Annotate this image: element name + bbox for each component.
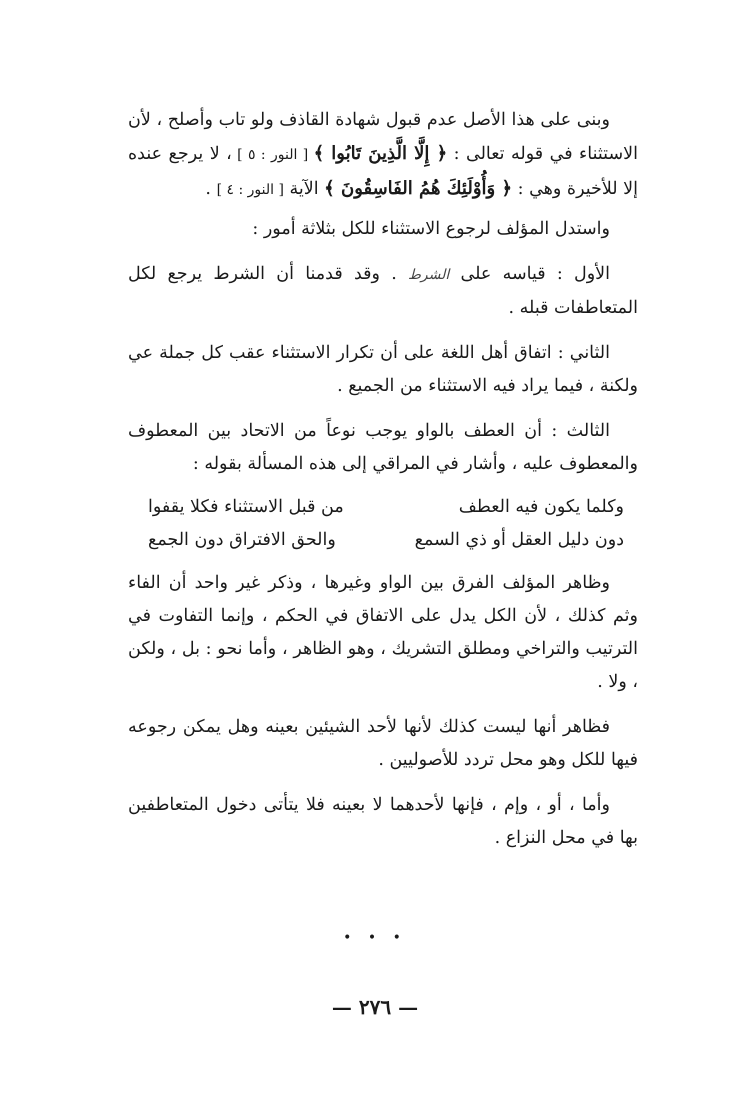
paragraph-3-text-b: . وقد قدمنا أن الشرط يرجع لكل المتعاطفات قبله . bbox=[128, 264, 638, 318]
verse-reference-1: [ النور : ٥ ] bbox=[231, 147, 314, 163]
poem-second-hemistich: من قبل الاستثناء فكلا يقفوا bbox=[148, 497, 344, 517]
paragraph-1-text-c: الآية bbox=[283, 179, 325, 199]
paragraph-2: واستدل المؤلف لرجوع الاستثناء للكل بثلاثة أمور : bbox=[252, 219, 610, 239]
poem-first-hemistich: وكلما يكون فيه العطف bbox=[458, 497, 624, 517]
paragraph-first-argument bbox=[128, 258, 638, 325]
paragraph-3-text-a: الأول : قياسه على bbox=[449, 264, 610, 284]
paragraph-1-text-a: وبنى على هذا الأصل عدم قبول شهادة القاذف ولو تاب وأصلح ، لأن الاستثناء في قوله تعالى : bbox=[128, 110, 638, 164]
quran-verse-1: ﴿ إِلَّا الَّذِينَ تَابُوا ﴾ bbox=[313, 143, 448, 164]
poem-line bbox=[128, 491, 638, 524]
poem-line bbox=[128, 524, 638, 557]
paragraph-7: فظاهر أنها ليست كذلك لأنها لأحد الشيئين بعينه وهل يمكن رجوعه فيها للكل وهو محل تردد للأصوليين . bbox=[128, 717, 638, 770]
paragraph-1 bbox=[128, 104, 638, 207]
poem bbox=[128, 491, 638, 557]
paragraph-1-text-b: ، لا يرجع عنده إلا للأخيرة وهي : bbox=[128, 144, 638, 199]
body-text bbox=[128, 104, 638, 855]
paragraph-6: وظاهر المؤلف الفرق بين الواو وغيرها ، وذكر غير واحد أن الفاء وثم كذلك ، لأن الكل يدل على الاتفاق في الحكم ، وإنما التفاوت في الترتيب والتراخي ومطلق التشريك ، وهو الظاهر ، وأما نحو : بل ، ولكن ، ولا . bbox=[128, 573, 638, 692]
poem-second-hemistich: والحق الافتراق دون الجمع bbox=[148, 530, 336, 550]
poem-first-hemistich: دون دليل العقل أو ذي السمع bbox=[414, 530, 624, 550]
paragraph-1-text-d: . bbox=[205, 179, 217, 199]
paragraph-third-argument: الثالث : أن العطف بالواو يوجب نوعاً من الاتحاد بين المعطوف والمعطوف عليه ، وأشار في المراقي إلى هذه المسألة بقوله : bbox=[128, 421, 638, 474]
page-number: — ٢٧٦ — bbox=[331, 995, 419, 1019]
paragraph-second-argument: الثاني : اتفاق أهل اللغة على أن تكرار الاستثناء عقب كل جملة عي ولكنة ، فيما يراد فيه الاستثناء من الجميع . bbox=[128, 343, 638, 396]
quran-verse-2: ﴿ وَأُوْلَئِكَ هُمُ الفَاسِقُونَ ﴾ bbox=[324, 178, 513, 199]
paragraph-8: وأما ، أو ، وإم ، فإنها لأحدهما لا بعينه فلا يتأتى دخول المتعاطفين بها في محل النزاع . bbox=[128, 795, 638, 848]
paragraph-3-word: الشرط bbox=[407, 267, 450, 283]
section-separator: • • • bbox=[343, 930, 407, 946]
verse-reference-2: [ النور : ٤ ] bbox=[216, 182, 284, 198]
